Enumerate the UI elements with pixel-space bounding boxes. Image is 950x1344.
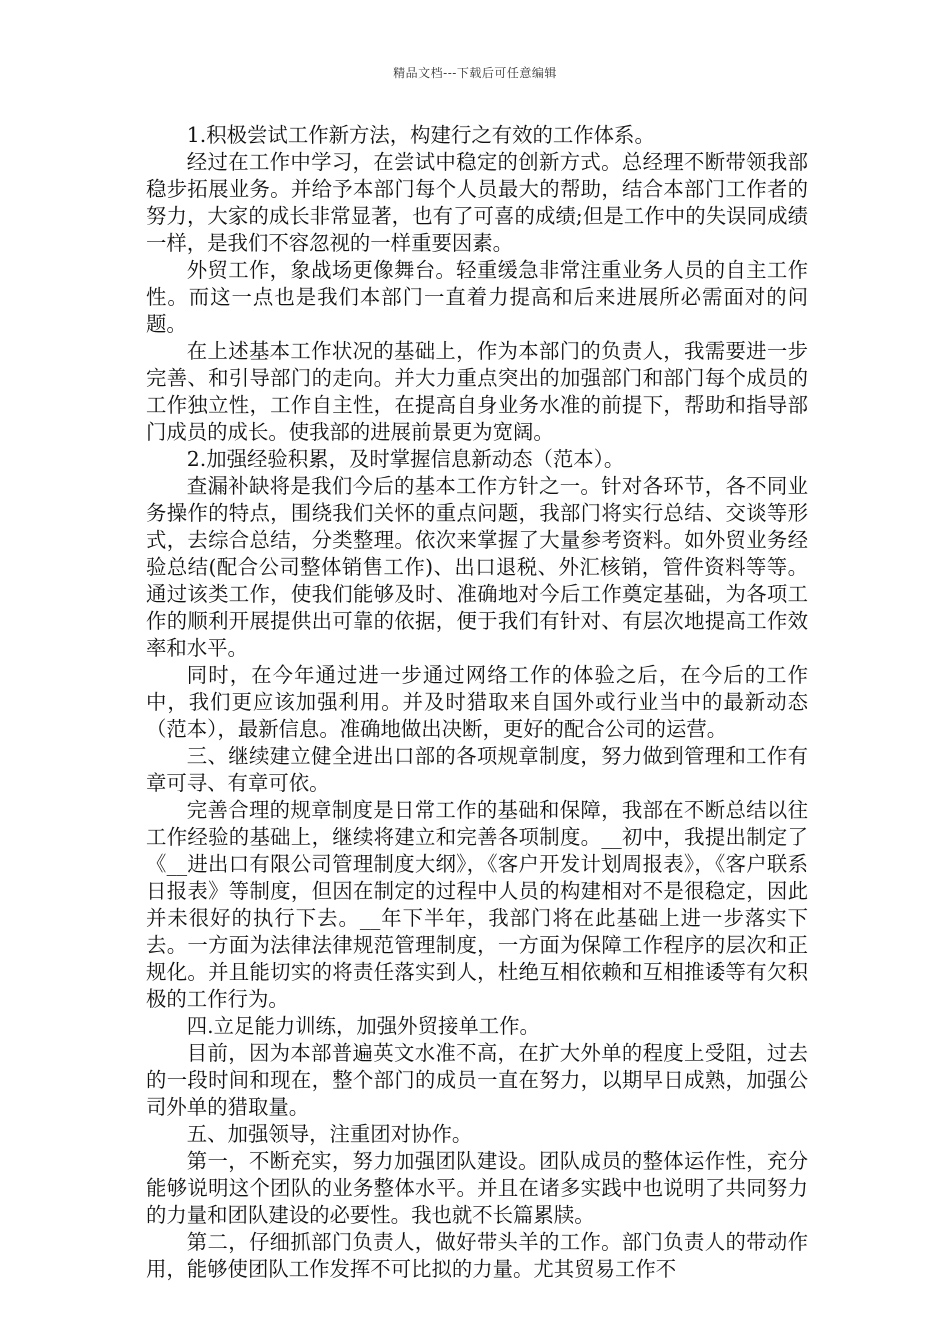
- paragraph-6: 查漏补缺将是我们今后的基本工作方针之一。针对各环节，各不同业务操作的特点，围绕我们关怀的重点问题，我部门将实行总结、交谈等形式，去综合总结，分类整理。依次来掌握了大量参考资料。如外贸业务经验总结(配合公司整体销售工作)、出口退税、外汇核销，管件资料等等。通过该类工作，使我们能够及时、准确地对今后工作奠定基础，为各项工作的顺利开展提供出可靠的依据，便于我们有针对、有层次地提高工作效率和水平。: [146, 474, 808, 660]
- page-header: 精品文档---下载后可任意编辑: [393, 66, 557, 80]
- paragraph-10: 四.立足能力训练，加强外贸接单工作。: [186, 1014, 540, 1038]
- paragraph-8: 三、继续建立健全进出口部的各项规章制度，努力做到管理和工作有章可寻、有章可依。: [146, 744, 808, 795]
- paragraph-1: 1.积极尝试工作新方法，构建行之有效的工作体系。: [186, 123, 655, 147]
- paragraph-2: 经过在工作中学习，在尝试中稳定的创新方式。总经理不断带领我部稳步拓展业务。并给予本部门每个人员最大的帮助，结合本部门工作者的努力，大家的成长非常显著，也有了可喜的成绩;但是工作中的失误同成绩一样，是我们不容忽视的一样重要因素。: [146, 150, 808, 255]
- paragraph-4: 在上述基本工作状况的基础上，作为本部门的负责人，我需要进一步完善、和引导部门的走向。并大力重点突出的加强部门和部门每个成员的工作独立性，工作自主性，在提高自身业务水准的前提下，帮助和指导部门成员的成长。使我部的进展前景更为宽阔。: [146, 339, 808, 444]
- paragraph-14: 第二，仔细抓部门负责人，做好带头羊的工作。部门负责人的带动作用，能够使团队工作发挥不可比拟的力量。尤其贸易工作不: [146, 1230, 808, 1281]
- paragraph-7: 同时，在今年通过进一步通过网络工作的体验之后，在今后的工作中，我们更应该加强利用。并及时猎取来自国外或行业当中的最新动态（范本），最新信息。准确地做出决断，更好的配合公司的运营。: [146, 663, 808, 741]
- paragraph-9: 完善合理的规章制度是日常工作的基础和保障，我部在不断总结以往工作经验的基础上，继续将建立和完善各项制度。__初中，我提出制定了《__进出口有限公司管理制度大纲》，《客户开发计划周报表》，《客户联系日报表》等制度，但因在制定的过程中人员的构建相对不是很稳定，因此并未很好的执行下去。__年下半年，我部门将在此基础上进一步落实下去。一方面为法律法律规范管理制度，一方面为保障工作程序的层次和正规化。并且能切实的将责任落实到人，杜绝互相依赖和互相推诿等有欠积极的工作行为。: [146, 798, 808, 1011]
- paragraph-3: 外贸工作，象战场更像舞台。轻重缓急非常注重业务人员的自主工作性。而这一点也是我们本部门一直着力提高和后来进展所必需面对的问题。: [146, 258, 808, 336]
- paragraph-5: 2.加强经验积累，及时掌握信息新动态（范本）。: [186, 447, 625, 471]
- document-body: [146, 122, 808, 1283]
- paragraph-13: 第一，不断充实，努力加强团队建设。团队成员的整体运作性，充分能够说明这个团队的业务整体水平。并且在诸多实践中也说明了共同努力的力量和团队建设的必要性。我也就不长篇累牍。: [146, 1149, 808, 1227]
- paragraph-11: 目前，因为本部普遍英文水准不高，在扩大外单的程度上受阻，过去的一段时间和现在，整个部门的成员一直在努力，以期早日成熟，加强公司外单的猎取量。: [146, 1041, 808, 1119]
- paragraph-12: 五、加强领导，注重团对协作。: [186, 1122, 473, 1146]
